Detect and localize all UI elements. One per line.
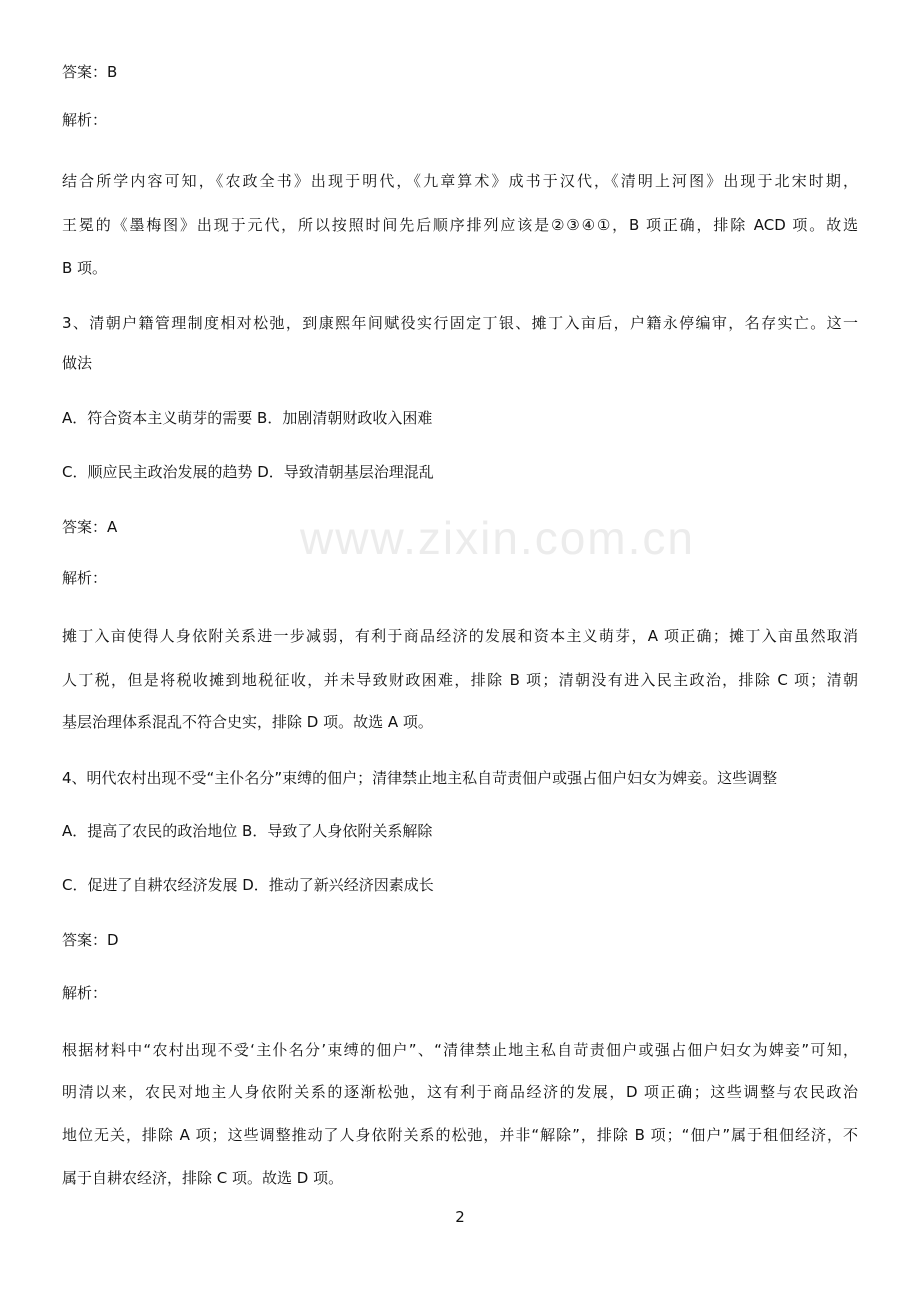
q3-answer: 答案：A bbox=[62, 518, 118, 536]
watermark: www.zixin.com.cn bbox=[300, 512, 695, 564]
q4-options: C．促进了自耕农经济发展 D．推动了新兴经济因素成长 bbox=[62, 876, 434, 894]
q3-options: A．符合资本主义萌芽的需要 B．加剧清朝财政收入困难 bbox=[62, 409, 433, 427]
q2-answer: 答案：B bbox=[62, 63, 118, 81]
q3-stem: 做法 bbox=[62, 354, 93, 372]
q3-analysis-line: 摊丁入亩使得人身依附关系进一步减弱，有利于商品经济的发展和资本主义萌芽，A 项正确；摊丁入亩虽然取消 bbox=[62, 627, 858, 645]
q4-analysis-line: 地位无关，排除 A 项；这些调整推动了人身依附关系的松弛，并非“解除”，排除 B 项；“佃户”属于租佃经济，不 bbox=[62, 1126, 858, 1144]
q4-analysis-line: 属于自耕农经济，排除 C 项。故选 D 项。 bbox=[62, 1169, 344, 1187]
q3-analysis-line: 人丁税，但是将税收摊到地税征收，并未导致财政困难，排除 B 项；清朝没有进入民主政治，排除 C 项；清朝 bbox=[62, 671, 858, 689]
q2-analysis-label: 解析： bbox=[62, 111, 108, 129]
q4-answer: 答案：D bbox=[62, 931, 119, 949]
q3-stem: 3、清朝户籍管理制度相对松弛，到康熙年间赋役实行固定丁银、摊丁入亩后，户籍永停编审，名存实亡。这一 bbox=[62, 314, 858, 332]
q4-analysis-label: 解析： bbox=[62, 984, 108, 1002]
q3-analysis-label: 解析： bbox=[62, 569, 108, 587]
page-number: 2 bbox=[455, 1208, 465, 1226]
q2-analysis-line: 结合所学内容可知，《农政全书》出现于明代，《九章算术》成书于汉代，《清明上河图》出现于北宋时期， bbox=[62, 172, 858, 190]
q2-analysis-line: 王冕的《墨梅图》出现于元代，所以按照时间先后顺序排列应该是②③④①，B 项正确，排除 ACD 项。故选 bbox=[62, 216, 858, 234]
q4-options: A．提高了农民的政治地位 B．导致了人身依附关系解除 bbox=[62, 822, 433, 840]
q4-stem: 4、明代农村出现不受“主仆名分”束缚的佃户；清律禁止地主私自苛责佃户或强占佃户妇女为婢妾。这些调整 bbox=[62, 769, 778, 787]
q3-analysis-line: 基层治理体系混乱不符合史实，排除 D 项。故选 A 项。 bbox=[62, 713, 433, 731]
q2-analysis-line: B 项。 bbox=[62, 259, 108, 277]
q3-options: C．顺应民主政治发展的趋势 D．导致清朝基层治理混乱 bbox=[62, 463, 434, 481]
q4-analysis-line: 明清以来，农民对地主人身依附关系的逐渐松弛，这有利于商品经济的发展，D 项正确；这些调整与农民政治 bbox=[62, 1083, 858, 1101]
q4-analysis-line: 根据材料中“农村出现不受‘主仆名分’束缚的佃户”、“清律禁止地主私自苛责佃户或强占佃户妇女为婢妾”可知， bbox=[62, 1041, 858, 1059]
